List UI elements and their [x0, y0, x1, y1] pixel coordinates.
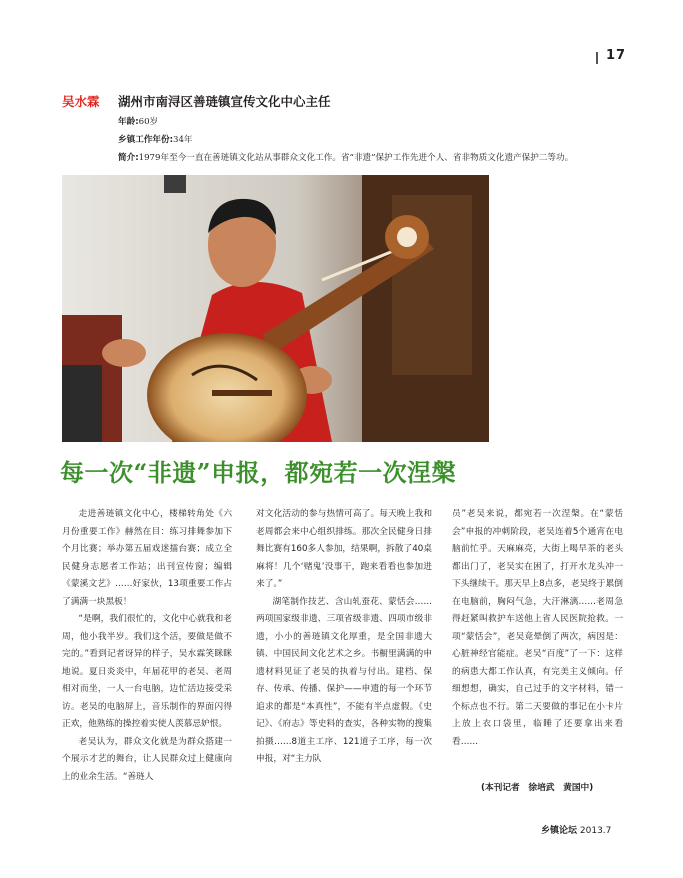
profile-title: 湖州市南浔区善琏镇宣传文化中心主任 [118, 94, 331, 109]
profile-intro [118, 151, 573, 163]
article-column-3 [452, 506, 623, 751]
years-label: 乡镇工作年份: [118, 135, 173, 145]
paragraph: 员”老吴来说，都宛若一次涅槃。在“蒙恬会”申报的冲刺阶段，老吴连着5个通宵在电脑前忙乎。天麻麻亮，大街上喝早茶的老头都出门了，老吴实在困了，打开水龙头冲一下头继续干。那天早上8点多，老吴终于累倒在电脑前，胸闷气急，大汗淋漓……老周急得赶紧叫救护车送他上省人民医院抢救。一项“蒙恬会”，老吴竟晕倒了两次，病因是：心脏神经官能症。老吴“百度”了一下：这样的病患大都工作认真，有完美主义倾向。仔细想想，确实，自己过手的文字材料，错一个标点也不行。第二天要做的事记在小卡片上放上衣口袋里，临睡了还要拿出来看看…… [452, 509, 623, 747]
article-column-1 [62, 506, 232, 786]
issue-number: 2013.7 [579, 826, 612, 836]
years-value: 34年 [173, 135, 193, 145]
paragraph: “是啊，我们很忙的，文化中心就我和老周，他小我半岁。我们这个活，要做是做不完的。”看到记者讶异的样子，吴水霖笑眯眯地说。夏日炎炎中，年届花甲的老吴、老周相对而坐，一人一台电脑，边忙活边接受采访。老吴的电脑屏上，音乐制作的界面闪得正欢，他熟练的操控着实使人羡慕忌妒恨。 [62, 614, 232, 729]
paragraph: 湖笔制作技艺、含山轧蚕花、蒙恬会……两项国家级非遗、三项省级非遗、四项市级非遗，小小的善琏镇文化厚重，是全国非遗大镇、中国民间文化艺术之乡。书橱里满满的申遗材料见证了老吴的执着与付出。建档、保存、传承、传播、保护——申遗的每一个环节追求的都是“本真性”，不能有半点虚假。《史记》、《府志》等史料的查实，各种实物的搜集拍摄……8道主工序、121道子工序，每一次申报，对“主力队 [256, 596, 432, 764]
paragraph: 走进善琏镇文化中心，楼梯转角处《六月份重要工作》赫然在目：练习排舞参加下个月比赛；举办第五届戏迷擂台赛；成立全民健身志愿者工作站；出刊宣传窗；编辑《蒙溪文艺》……好家伙，13项重要工作占了满满一块黑板！ [62, 509, 232, 607]
intro-label: 简介: [118, 153, 139, 163]
page-number: 17 [606, 48, 627, 63]
page-footer [541, 823, 611, 836]
age-value: 60岁 [138, 117, 159, 127]
article-headline: 每一次“非遗”申报，都宛若一次涅槃 [60, 458, 457, 487]
paragraph: 对文化活动的参与热情可高了。每天晚上我和老周都会来中心组织排练。那次全民健身日排舞比赛有160多人参加，结果啊，拆散了40桌麻将！几个‘赌鬼’没事干，跑来看看也参加进来了。” [256, 509, 432, 589]
paragraph: 老吴认为，群众文化就是为群众搭建一个展示才艺的舞台，让人民群众过上健康向上的业余生活。“善琏人 [62, 736, 232, 782]
profile-age [118, 115, 158, 127]
intro-value: 1979年至今一直在善琏镇文化站从事群众文化工作。省“非遗”保护工作先进个人、省非物质文化遗产保护二等功。 [138, 153, 574, 163]
reporter-credit: (本刊记者 徐培武 黄国中) [481, 783, 594, 793]
article-column-2 [256, 506, 432, 769]
man-playing-pipa-photo [62, 175, 489, 442]
magazine-logo: 乡镇论坛 [541, 826, 578, 836]
profile-name: 吴水霖 [62, 94, 100, 109]
age-label: 年龄: [118, 117, 139, 127]
profile-years [118, 133, 193, 145]
page-number-divider [596, 52, 598, 64]
